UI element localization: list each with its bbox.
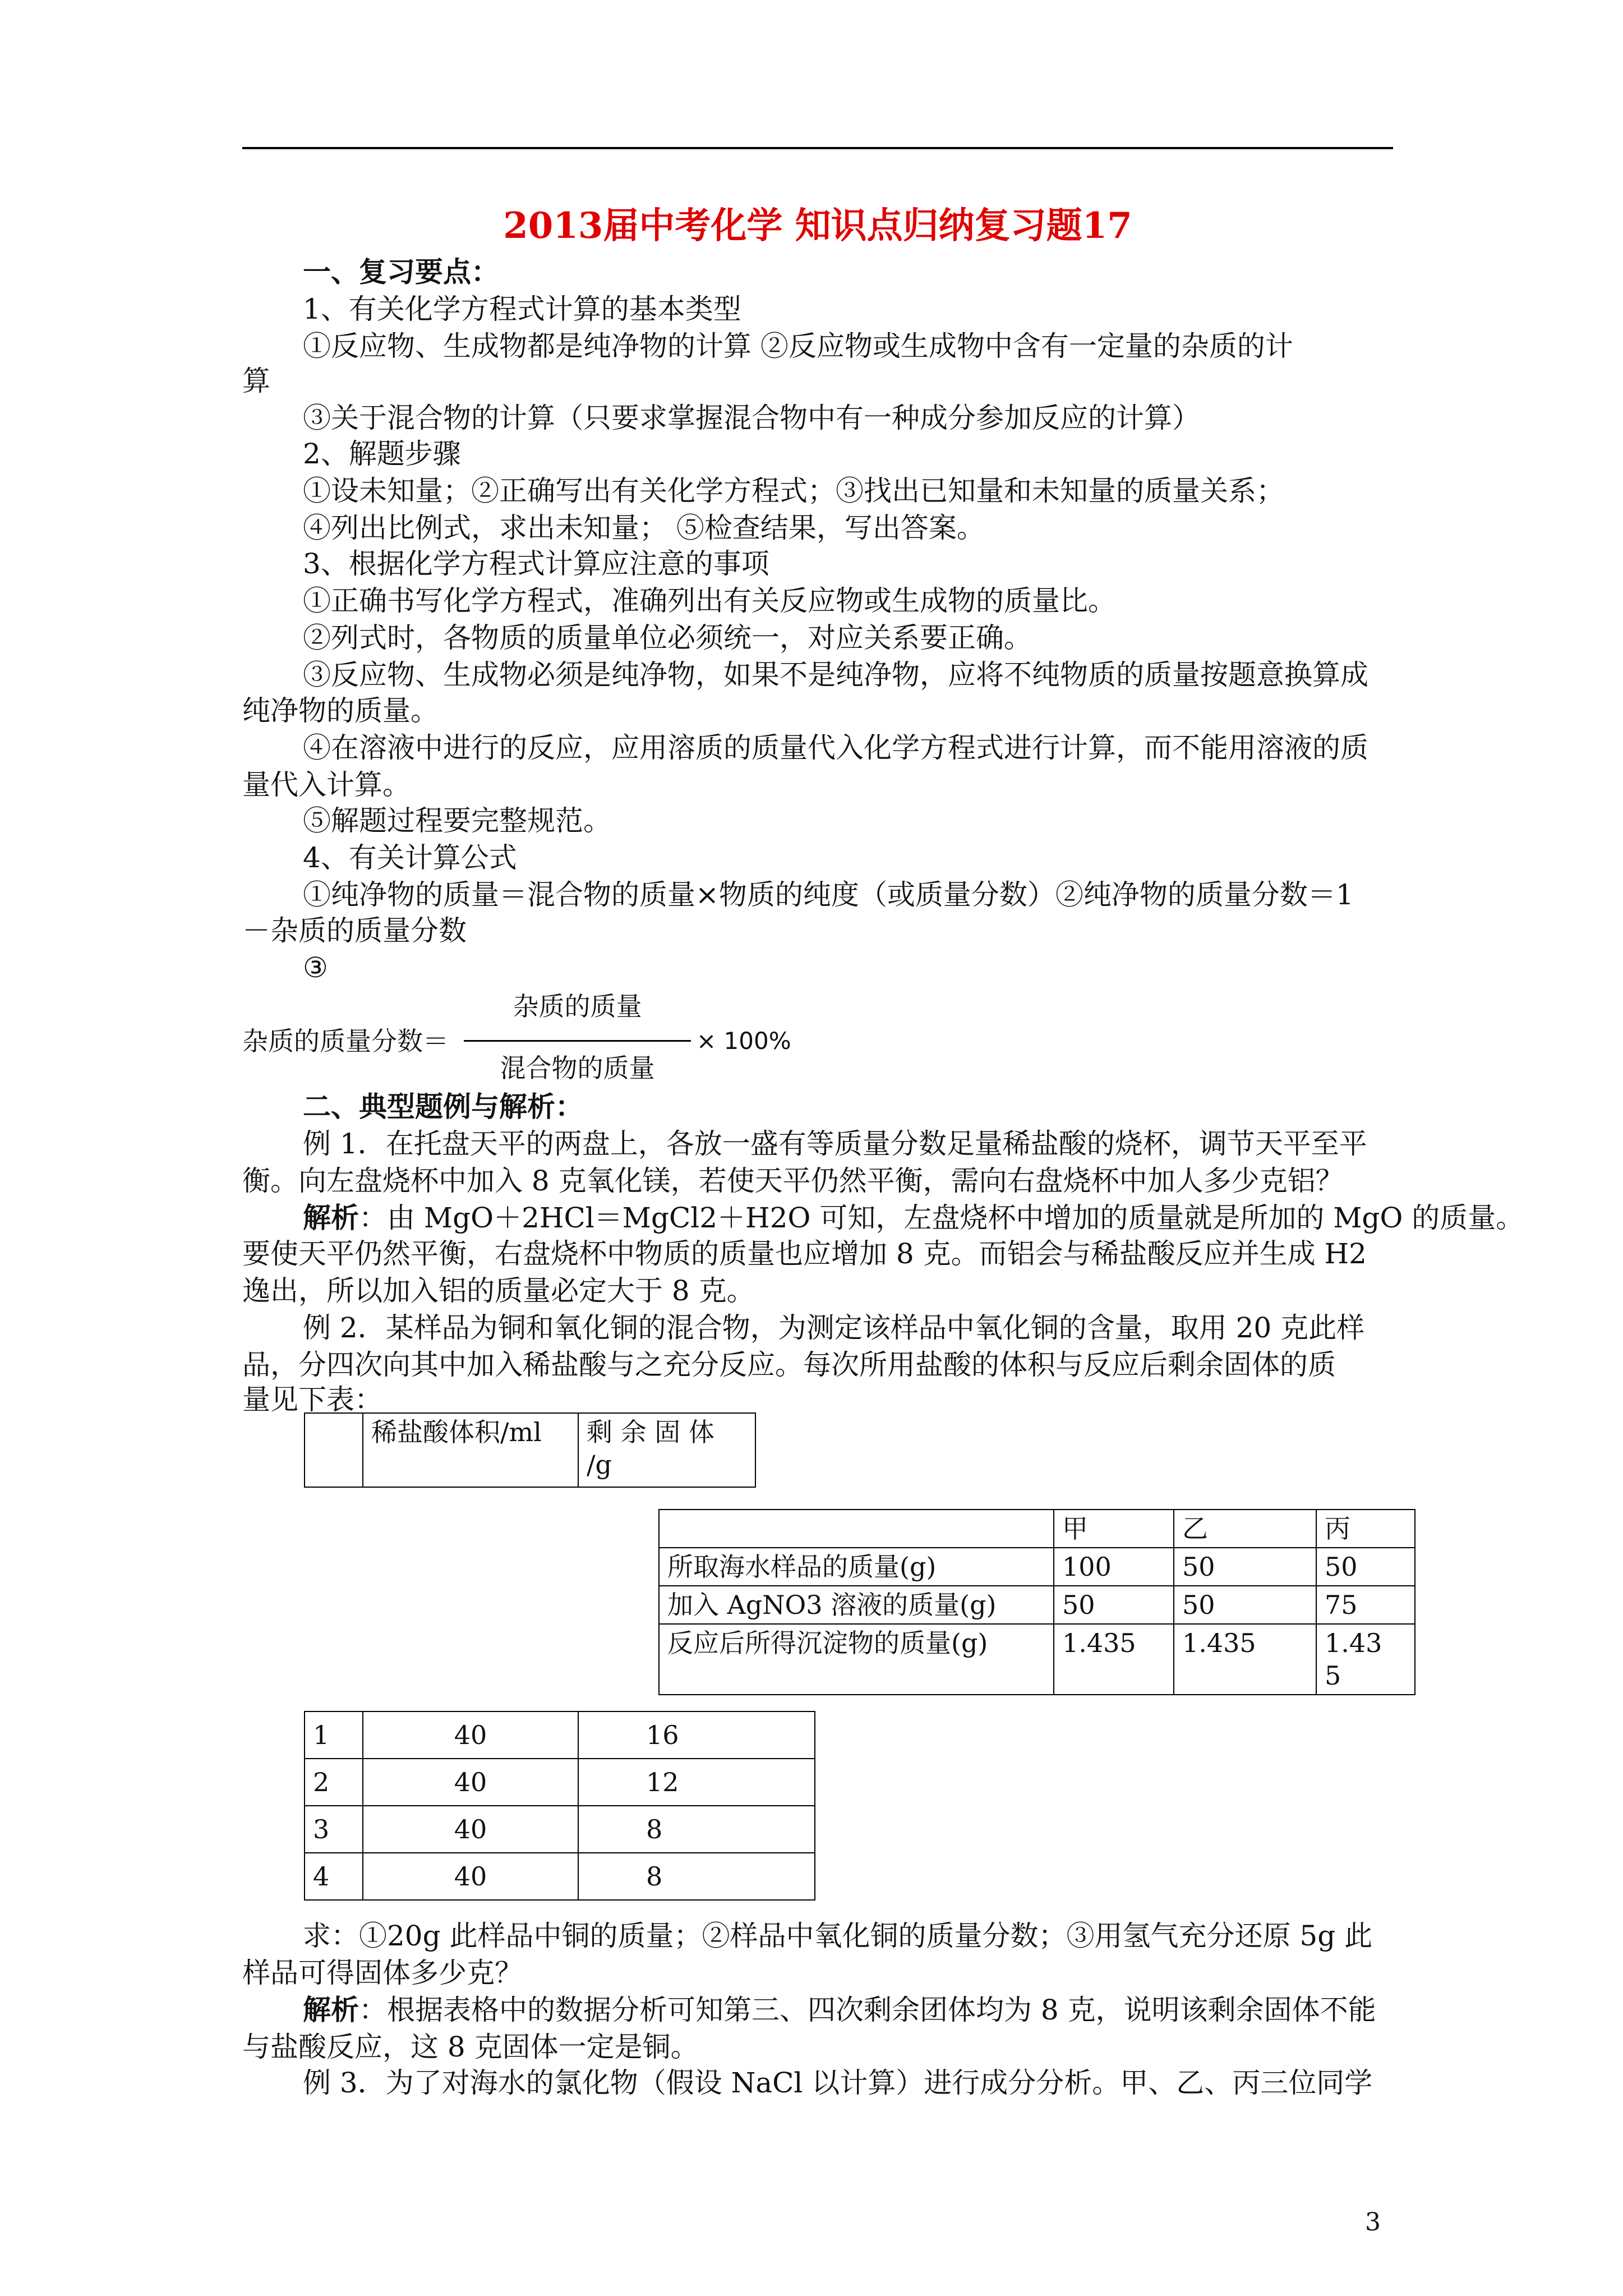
text-line: ③ — [303, 951, 328, 984]
text-line: ④列出比例式，求出未知量； ⑤检查结果，写出答案。 — [303, 512, 985, 544]
text-line: ③关于混合物的计算（只要求掌握混合物中有一种成分参加反应的计算） — [303, 402, 1200, 434]
table-cell: 丙 — [1316, 1510, 1415, 1548]
table-cell: 50 — [1054, 1586, 1174, 1624]
table-cell: 稀盐酸体积/ml — [363, 1413, 578, 1487]
table-cell: 1.435 — [1054, 1624, 1174, 1695]
text-line: 量见下表： — [242, 1383, 382, 1416]
table-cell: 1.43 5 — [1316, 1624, 1415, 1695]
text-line: ①设未知量；②正确写出有关化学方程式；③找出已知量和未知量的质量关系； — [303, 475, 1284, 507]
table-cell: 12 — [578, 1759, 815, 1806]
page-number: 3 — [1365, 2208, 1381, 2237]
analysis-label: 解析 — [303, 1993, 359, 2026]
text-line: 2、解题步骤 — [303, 438, 461, 470]
section-heading-examples: 二、典型题例与解析： — [303, 1090, 583, 1123]
table-cell: 40 — [363, 1806, 578, 1853]
analysis-text: ：根据表格中的数据分析可知第三、四次剩余团体均为 8 克，说明该剩余固体不能 — [359, 1994, 1376, 2026]
table-cell: 40 — [363, 1853, 578, 1900]
fraction-bar — [464, 1040, 691, 1042]
text-line: 1、有关化学方程式计算的基本类型 — [303, 293, 741, 325]
table-row — [305, 1711, 815, 1759]
text-line: ①正确书写化学方程式，准确列出有关反应物或生成物的质量比。 — [303, 585, 1116, 617]
table-cell: 3 — [305, 1806, 363, 1853]
text-line — [303, 1199, 1524, 1236]
section-heading-review-points: 一、复习要点： — [303, 255, 499, 288]
analysis-label: 解析 — [303, 1201, 359, 1234]
table-cell: 1.435 — [1174, 1624, 1316, 1695]
table-cell: 100 — [1054, 1548, 1174, 1586]
page-title: 2013届中考化学 知识点归纳复习题17 — [503, 205, 1132, 247]
header-rule — [242, 147, 1393, 149]
text-line: 与盐酸反应，这 8 克固体一定是铜。 — [242, 2031, 699, 2063]
table-cell: 2 — [305, 1759, 363, 1806]
table-cell — [659, 1510, 1054, 1548]
table-row — [659, 1624, 1415, 1695]
table-cell: 乙 — [1174, 1510, 1316, 1548]
text-line: ④在溶液中进行的反应，应用溶质的质量代入化学方程式进行计算，而不能用溶液的质 — [303, 731, 1368, 764]
text-line: 纯净物的质量。 — [242, 694, 439, 727]
text-line: 3、根据化学方程式计算应注意的事项 — [303, 547, 769, 580]
text-line: 样品可得固体多少克？ — [242, 1957, 523, 1989]
table-acid-trials — [304, 1711, 815, 1901]
table-header-acid-volume — [304, 1412, 756, 1488]
table-cell — [305, 1413, 363, 1487]
table-cell: 75 — [1316, 1586, 1415, 1624]
impurity-fraction-formula — [242, 990, 859, 1091]
text-line: 例 1．在托盘天平的两盘上，各放一盛有等质量分数足量稀盐酸的烧杯，调节天平至平 — [303, 1128, 1367, 1160]
formula-denominator: 混合物的质量 — [500, 1053, 655, 1083]
text-line: 求：①20g 此样品中铜的质量；②样品中氧化铜的质量分数；③用氢气充分还原 5g 此 — [303, 1920, 1373, 1952]
text-line: ⑤解题过程要完整规范。 — [303, 804, 611, 837]
table-cell: 8 — [578, 1806, 815, 1853]
text-line: －杂质的质量分数 — [242, 914, 467, 947]
text-line: 衡。向左盘烧杯中加入 8 克氧化镁，若使天平仍然平衡，需向右盘烧杯中加人多少克铝？ — [242, 1165, 1344, 1197]
table-row — [305, 1853, 815, 1900]
text-line: ②列式时，各物质的质量单位必须统一，对应关系要正确。 — [303, 622, 1032, 654]
table-row — [305, 1759, 815, 1806]
table-cell: 4 — [305, 1853, 363, 1900]
formula-lhs: 杂质的质量分数＝ — [242, 1026, 449, 1056]
text-line: ③反应物、生成物必须是纯净物，如果不是纯净物，应将不纯物质的质量按题意换算成 — [303, 659, 1368, 691]
table-cell: 50 — [1174, 1586, 1316, 1624]
formula-numerator: 杂质的质量 — [513, 991, 642, 1022]
text-line: 算 — [242, 365, 270, 397]
table-seawater-analysis — [658, 1509, 1415, 1695]
formula-rhs: × 100% — [697, 1027, 791, 1055]
table-cell: 40 — [363, 1759, 578, 1806]
text-line: 量代入计算。 — [242, 769, 411, 801]
table-cell: 剩 余 固 体 /g — [578, 1413, 755, 1487]
table-cell: 加入 AgNO3 溶液的质量(g) — [659, 1586, 1054, 1624]
text-line: 逸出，所以加入铝的质量必定大于 8 克。 — [242, 1274, 755, 1307]
text-line: 例 2．某样品为铜和氧化铜的混合物，为测定该样品中氧化铜的含量，取用 20 克此样 — [303, 1312, 1365, 1344]
table-cell: 40 — [363, 1711, 578, 1759]
table-row — [659, 1548, 1415, 1586]
table-row — [659, 1510, 1415, 1548]
table-cell: 1 — [305, 1711, 363, 1759]
text-line: ①纯净物的质量＝混合物的质量×物质的纯度（或质量分数）②纯净物的质量分数＝1 — [303, 878, 1354, 911]
table-row — [305, 1413, 755, 1487]
table-row — [659, 1586, 1415, 1624]
text-line: 4、有关计算公式 — [303, 841, 517, 874]
table-row — [305, 1806, 815, 1853]
text-line: 要使天平仍然平衡，右盘烧杯中物质的质量也应增加 8 克。而铝会与稀盐酸反应并生成 H2 — [242, 1237, 1367, 1270]
table-cell: 50 — [1316, 1548, 1415, 1586]
text-line — [303, 1991, 1376, 2028]
text-line: 品，分四次向其中加入稀盐酸与之充分反应。每次所用盐酸的体积与反应后剩余固体的质 — [242, 1349, 1336, 1381]
table-cell: 所取海水样品的质量(g) — [659, 1548, 1054, 1586]
table-cell: 16 — [578, 1711, 815, 1759]
table-cell: 反应后所得沉淀物的质量(g) — [659, 1624, 1054, 1695]
text-line: ①反应物、生成物都是纯净物的计算 ②反应物或生成物中含有一定量的杂质的计 — [303, 330, 1293, 362]
text-line: 例 3．为了对海水的氯化物（假设 NaCl 以计算）进行成分分析。甲、乙、丙三位同学 — [303, 2067, 1373, 2099]
table-cell: 50 — [1174, 1548, 1316, 1586]
analysis-text: ：由 MgO＋2HCl＝MgCl2＋H2O 可知，左盘烧杯中增加的质量就是所加的 MgO 的质量。 — [359, 1202, 1524, 1234]
table-cell: 8 — [578, 1853, 815, 1900]
table-cell: 甲 — [1054, 1510, 1174, 1548]
